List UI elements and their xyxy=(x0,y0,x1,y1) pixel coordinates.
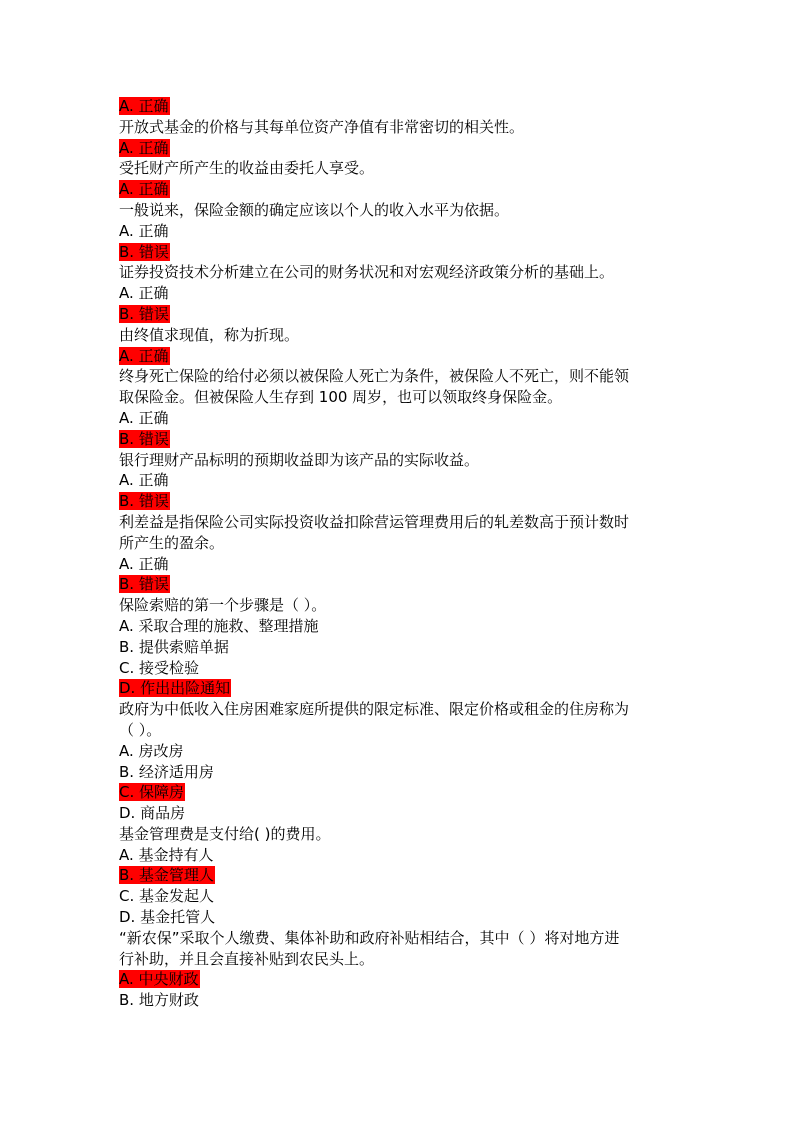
answer-option xyxy=(119,907,679,928)
question-text-line xyxy=(119,928,679,949)
answer-option xyxy=(119,408,679,429)
line-text: A. 正确 xyxy=(119,554,169,573)
answer-option xyxy=(119,886,679,907)
answer-option xyxy=(119,470,679,491)
line-text: A. 正确 xyxy=(119,284,169,303)
answer-option xyxy=(119,221,679,242)
answer-option-highlighted xyxy=(119,574,679,595)
answer-option-highlighted xyxy=(119,678,679,699)
question-text-line xyxy=(119,720,679,741)
question-text-line xyxy=(119,262,679,283)
line-text: D. 基金托管人 xyxy=(119,908,216,927)
line-text: A. 采取合理的施救、整理措施 xyxy=(119,616,319,635)
line-text: 一般说来，保险金额的确定应该以个人的收入水平为依据。 xyxy=(119,200,510,219)
answer-option-highlighted xyxy=(119,346,679,367)
line-text: 基金管理费是支付给( )的费用。 xyxy=(119,824,331,843)
correct-answer-label: A. 正确 xyxy=(119,180,169,199)
correct-answer-label: D. 作出出险通知 xyxy=(119,679,231,698)
line-text: A. 正确 xyxy=(119,471,169,490)
answer-option-highlighted xyxy=(119,491,679,512)
question-text-line xyxy=(119,325,679,346)
line-text: 保险索赔的第一个步骤是（ ）。 xyxy=(119,596,327,615)
question-text-line xyxy=(119,512,679,533)
answer-option xyxy=(119,741,679,762)
answer-option-highlighted xyxy=(119,969,679,990)
answer-option xyxy=(119,845,679,866)
line-text: B. 提供索赔单据 xyxy=(119,637,229,656)
line-text: 证券投资技术分析建立在公司的财务状况和对宏观经济政策分析的基础上。 xyxy=(119,263,615,282)
correct-answer-label: A. 正确 xyxy=(119,346,169,365)
line-text: （ ）。 xyxy=(119,720,162,739)
line-text: 银行理财产品标明的预期收益即为该产品的实际收益。 xyxy=(119,450,480,469)
answer-option-highlighted xyxy=(119,304,679,325)
question-list xyxy=(119,96,679,1011)
line-text: 取保险金。但被保险人生存到 100 周岁，也可以领取终身保险金。 xyxy=(119,388,563,407)
line-text: 所产生的盈余。 xyxy=(119,533,225,552)
correct-answer-label: A. 正确 xyxy=(119,97,169,115)
answer-option xyxy=(119,990,679,1011)
line-text: 行补助，并且会直接补贴到农民头上。 xyxy=(119,949,375,968)
line-text: 政府为中低收入住房困难家庭所提供的限定标准、限定价格或租金的住房称为 xyxy=(119,700,630,719)
question-text-line xyxy=(119,117,679,138)
correct-answer-label: B. 错误 xyxy=(119,242,169,261)
answer-option-highlighted xyxy=(119,865,679,886)
correct-answer-label: B. 错误 xyxy=(119,575,169,594)
question-text-line xyxy=(119,158,679,179)
line-text: A. 房改房 xyxy=(119,741,184,760)
line-text: D. 商品房 xyxy=(119,804,186,823)
line-text: 由终值求现值，称为折现。 xyxy=(119,325,300,344)
correct-answer-label: C. 保障房 xyxy=(119,783,185,802)
line-text: A. 正确 xyxy=(119,221,169,240)
question-text-line xyxy=(119,533,679,554)
question-text-line xyxy=(119,824,679,845)
correct-answer-label: B. 错误 xyxy=(119,492,169,511)
answer-option-highlighted xyxy=(119,429,679,450)
answer-option xyxy=(119,616,679,637)
answer-option-highlighted xyxy=(119,179,679,200)
answer-option-highlighted xyxy=(119,96,679,117)
question-text-line xyxy=(119,366,679,387)
correct-answer-label: A. 中央财政 xyxy=(119,970,199,989)
answer-option-highlighted xyxy=(119,242,679,263)
line-text: 利差益是指保险公司实际投资收益扣除营运管理费用后的轧差数高于预计数时 xyxy=(119,512,630,531)
question-text-line xyxy=(119,699,679,720)
line-text: C. 基金发起人 xyxy=(119,887,215,906)
answer-option-highlighted xyxy=(119,138,679,159)
answer-option xyxy=(119,658,679,679)
correct-answer-label: B. 错误 xyxy=(119,429,169,448)
line-text: 终身死亡保险的给付必须以被保险人死亡为条件，被保险人不死亡，则不能领 xyxy=(119,367,630,386)
line-text: B. 地方财政 xyxy=(119,991,199,1010)
question-text-line xyxy=(119,949,679,970)
question-text-line xyxy=(119,387,679,408)
answer-option xyxy=(119,283,679,304)
correct-answer-label: A. 正确 xyxy=(119,138,169,157)
line-text: 开放式基金的价格与其每单位资产净值有非常密切的相关性。 xyxy=(119,117,525,136)
answer-option-highlighted xyxy=(119,782,679,803)
correct-answer-label: B. 错误 xyxy=(119,304,169,323)
question-text-line xyxy=(119,450,679,471)
answer-option xyxy=(119,803,679,824)
line-text: A. 基金持有人 xyxy=(119,845,214,864)
line-text: “新农保”采取个人缴费、集体补助和政府补贴相结合，其中（ ）将对地方进 xyxy=(119,928,620,947)
question-text-line xyxy=(119,595,679,616)
line-text: C. 接受检验 xyxy=(119,658,200,677)
answer-option xyxy=(119,554,679,575)
correct-answer-label: B. 基金管理人 xyxy=(119,866,214,885)
line-text: A. 正确 xyxy=(119,408,169,427)
question-text-line xyxy=(119,200,679,221)
line-text: B. 经济适用房 xyxy=(119,762,214,781)
answer-option xyxy=(119,637,679,658)
line-text: 受托财产所产生的收益由委托人享受。 xyxy=(119,159,375,178)
answer-option xyxy=(119,762,679,783)
